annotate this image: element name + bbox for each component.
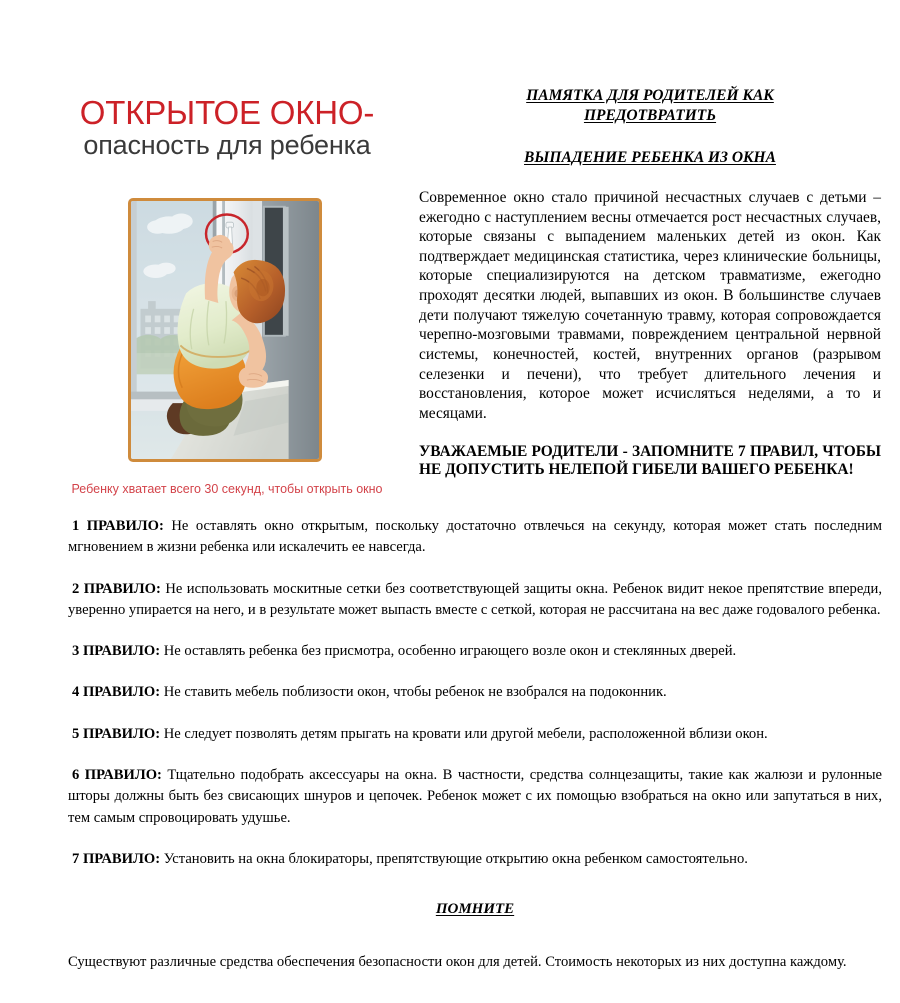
- rule-label: 2 ПРАВИЛО:: [72, 580, 161, 597]
- rule-text: Не использовать москитные сетки без соответствующей защиты окна. Ребенок видит некое препятствие впереди, уверенно упирается на него, и в результате может выпасть вместе с сеткой, которая не рассчитана на вес даже годовалого ребенка.: [68, 580, 882, 618]
- document-sub-heading-text: ВЫПАДЕНИЕ РЕБЕНКА ИЗ ОКНА: [524, 148, 776, 166]
- callout-paragraph: УВАЖАЕМЫЕ РОДИТЕЛИ - ЗАПОМНИТЕ 7 ПРАВИЛ, ЧТОБЫ НЕ ДОПУСТИТЬ НЕЛЕПОЙ ГИБЕЛИ ВАШЕГО РЕБЕНКА!: [419, 442, 881, 479]
- poster-title-main: ОТКРЫТОЕ ОКНО-: [79, 94, 375, 131]
- rule-item: [68, 682, 882, 703]
- illustration-frame: [128, 198, 322, 462]
- rule-text: Установить на окна блокираторы, препятствующие открытию окна ребенком самостоятельно.: [160, 850, 748, 867]
- document-sub-heading: [419, 149, 881, 167]
- rule-item: [68, 579, 882, 622]
- intro-paragraph: Современное окно стало причиной несчастных случаев с детьми – ежегодно с наступлением весны отмечается рост несчастных случаев, которые связаны с выпадением маленьких детей из окон. Как подтверждает медицинская статистика, через клинические больницы, которые специализируются на детском травматизме, ежегодно проходят десятки людей, выпавших из окон. В большинстве случаев дети получают тяжелую сочетанную травму, которая сопровождается черепно-мозговыми травмами, повреждением центральной нервной системы, конечностей, костей, внутренних органов (разрывом селезенки и печени), что требует длительного лечения и восстановления, которое может исчисляться неделями, а то и месяцами.: [419, 188, 881, 422]
- rule-item: [68, 724, 882, 745]
- poster-illustration: [126, 196, 324, 464]
- poster-title: [47, 96, 407, 159]
- rule-item: [68, 641, 882, 662]
- rule-item: [68, 765, 882, 829]
- remember-heading: [68, 901, 882, 918]
- rule-label: 4 ПРАВИЛО:: [72, 684, 161, 701]
- rule-item: [68, 516, 882, 559]
- document-main-heading-line1: ПАМЯТКА ДЛЯ РОДИТЕЛЕЙ КАК: [526, 87, 774, 104]
- rule-text: Не следует позволять детям прыгать на кровати или другой мебели, расположенной вблизи окон.: [160, 725, 768, 742]
- rule-text: Не оставлять окно открытым, поскольку достаточно отвлечься на секунду, которая может стать последним мгновением в жизни ребенка или искалечить ее навсегда.: [68, 518, 882, 556]
- rule-text: Тщательно подобрать аксессуары на окна. В частности, средства солнцезащиты, такие как жалюзи и рулонные шторы должны быть без свисающих шнуров и цепочек. Ребенок может с их помощью взобраться на окно или запутаться в них, тем самым спровоцировать удушье.: [68, 767, 882, 826]
- rule-label: 1 ПРАВИЛО:: [72, 518, 164, 534]
- rules-list: [68, 516, 882, 890]
- document-main-heading-line2: ПРЕДОТВРАТИТЬ: [583, 107, 717, 125]
- rule-label: 5 ПРАВИЛО:: [72, 725, 161, 742]
- child-at-window-illustration: [131, 201, 319, 459]
- rule-label: 7 ПРАВИЛО:: [72, 850, 161, 867]
- remember-heading-text: ПОМНИТЕ: [435, 901, 515, 917]
- document-main-heading: [419, 86, 881, 127]
- rule-item: [68, 849, 882, 870]
- footer-paragraph: Существуют различные средства обеспечения безопасности окон для детей. Стоимость некоторых из них доступна каждому.: [68, 953, 847, 970]
- rule-label: 3 ПРАВИЛО:: [72, 643, 161, 660]
- rule-text: Не ставить мебель поблизости окон, чтобы ребенок не взобрался на подоконник.: [160, 684, 667, 701]
- poster-title-sub: опасность для ребенка: [83, 129, 371, 160]
- poster-caption: Ребенку хватает всего 30 секунд, чтобы открыть окно: [71, 482, 383, 496]
- right-column: [419, 86, 881, 480]
- rule-label: 6 ПРАВИЛО:: [72, 767, 162, 784]
- poster-title-block: [47, 96, 407, 159]
- rule-text: Не оставлять ребенка без присмотра, особенно играющего возле окон и стеклянных дверей.: [160, 643, 737, 660]
